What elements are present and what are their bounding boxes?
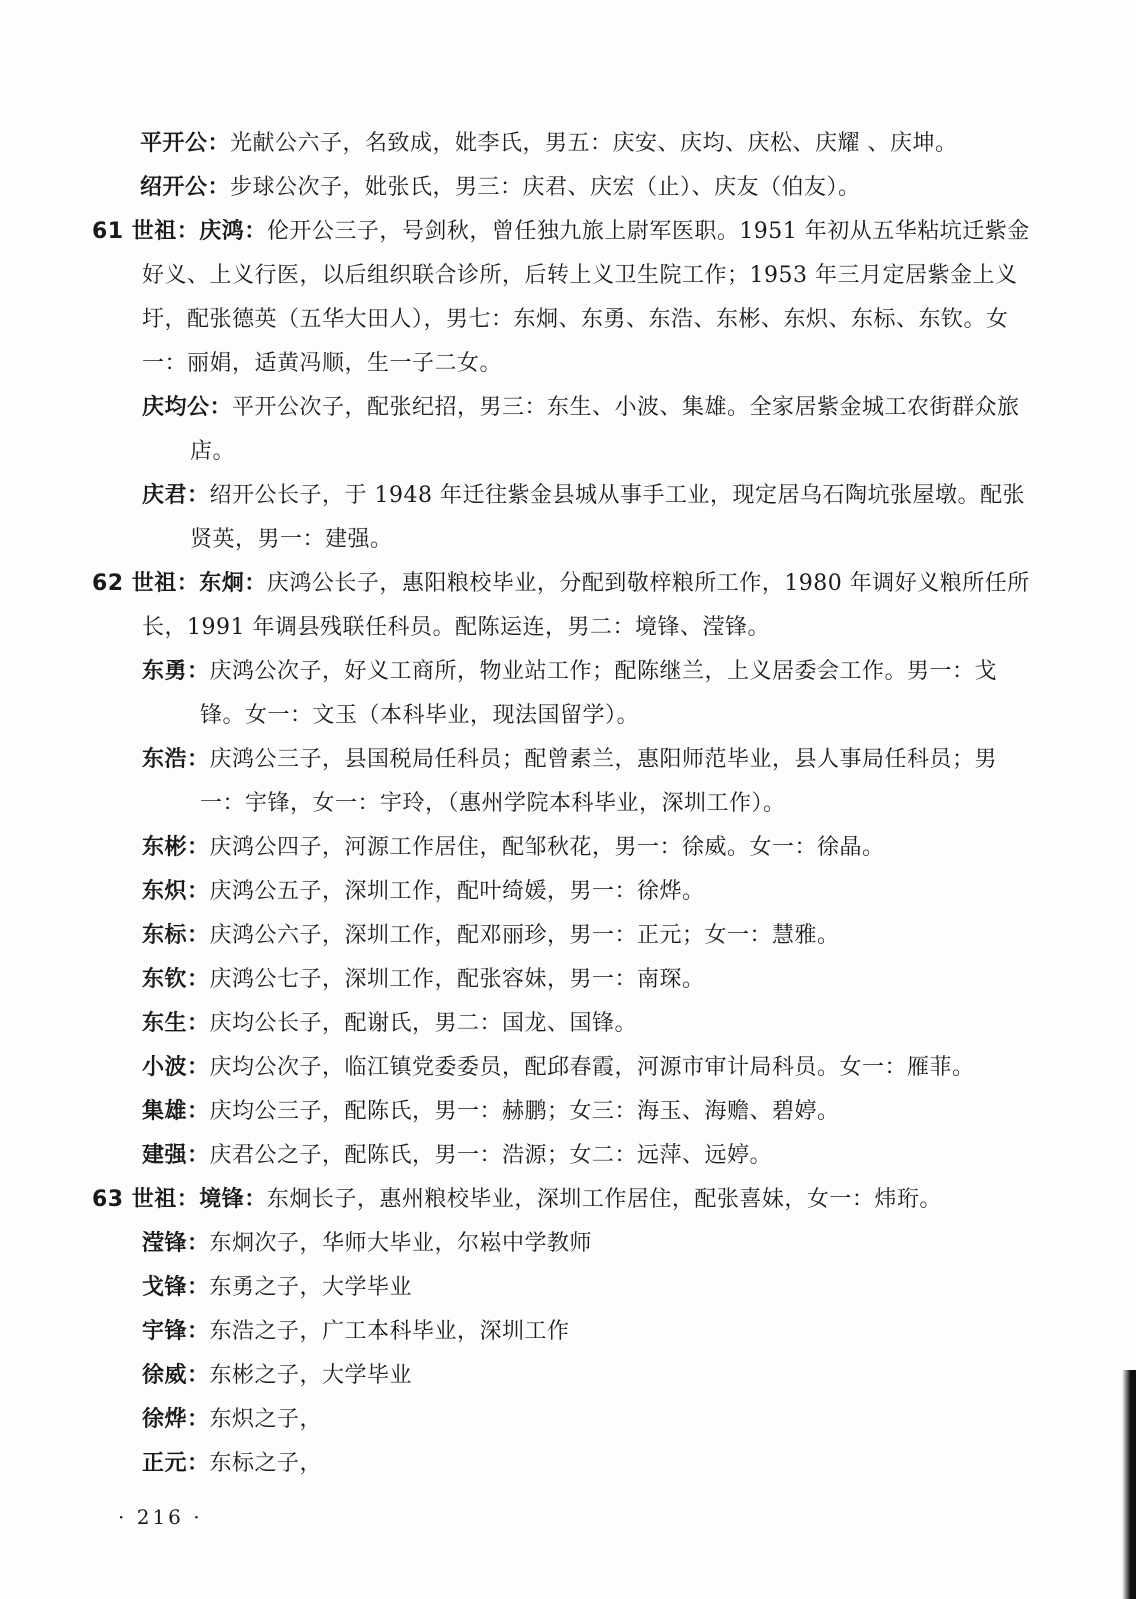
person-name: 东炯 [199, 571, 245, 596]
entry-jingfeng: 63 世祖：境锋：东炯长子，惠州粮校毕业，深圳工作居住，配张喜妹，女一：炜珩。 [92, 1187, 942, 1212]
entry-yufeng: 宇锋：东浩之子，广工本科毕业，深圳工作 [142, 1319, 570, 1344]
person-description: 步球公次子，妣张氏，男三：庆君、庆宏（止）、庆友（伯友）。 [230, 175, 861, 200]
person-description: 庆鸿公三子，县国税局任科员；配曾素兰，惠阳师范毕业，县人事局任科员；男一：宇锋，女一：宇玲，（惠州学院本科毕业，深圳工作）。 [200, 747, 998, 816]
entry-shaokaigong: 绍开公：步球公次子，妣张氏，男三：庆君、庆宏（止）、庆友（伯友）。 [140, 175, 861, 200]
person-description: 庆均公长子，配谢氏，男二：国龙、国锋。 [209, 1011, 638, 1036]
entry-dongyong: 东勇：庆鸿公次子，好义工商所，物业站工作；配陈继兰，上义居委会工作。男一：戈锋。女一：文玉（本科毕业，现法国留学）。 [142, 659, 998, 728]
entry-qingjungong: 庆均公：平开公次子，配张纪招，男三：东生、小波、集雄。全家居紫金城工农街群众旅店。 [142, 395, 1020, 464]
person-description: 伦开公三子，号剑秋，曾任独九旅上尉军医职。1951 年初从五华粘坑迁紫金好义、上义行医，以后组织联合诊所，后转上义卫生院工作；1953 年三月定居紫金上义圩，配张德英（五华大田人），男七：东炯、东勇、东浩、东彬、东炽、东标、东钦。女一：丽娟，适黄冯顺，生一子二女。 [142, 219, 1030, 376]
person-description: 东炯长子，惠州粮校毕业，深圳工作居住，配张喜妹，女一：炜珩。 [266, 1187, 942, 1212]
person-name: 境锋 [199, 1187, 245, 1212]
person-name: 东彬 [142, 835, 188, 860]
entry-qingjun: 庆君：绍开公长子，于 1948 年迁往紫金县城从事手工业，现定居乌石陶坑张屋墩。配张贤英，男一：建强。 [142, 483, 1026, 552]
person-name: 庆君 [142, 483, 188, 508]
person-name: 东生 [142, 1011, 188, 1036]
person-description: 庆鸿公五子，深圳工作，配叶绮媛，男一：徐烨。 [209, 879, 705, 904]
generation-label: 62 世祖： [92, 571, 200, 596]
person-name: 滢锋 [142, 1231, 188, 1256]
entry-jixiong: 集雄：庆均公三子，配陈氏，男一：赫鹏；女三：海玉、海赡、碧婷。 [142, 1099, 840, 1124]
entry-yingfeng: 滢锋：东炯次子，华师大毕业，尔崧中学教师 [142, 1231, 593, 1256]
person-description: 庆鸿公七子，深圳工作，配张容妹，男一：南琛。 [209, 967, 705, 992]
entry-dongsheng: 东生：庆均公长子，配谢氏，男二：国龙、国锋。 [142, 1011, 638, 1036]
entry-dongqin: 东钦：庆鸿公七子，深圳工作，配张容妹，男一：南琛。 [142, 967, 705, 992]
entry-gefeng: 戈锋：东勇之子，大学毕业 [142, 1275, 413, 1300]
person-name: 庆均公 [142, 395, 210, 420]
person-name: 平开公 [140, 131, 208, 156]
entry-dongbiao: 东标：庆鸿公六子，深圳工作，配邓丽珍，男一：正元；女一：慧雅。 [142, 923, 840, 948]
entry-xuwei: 徐威：东彬之子，大学毕业 [142, 1363, 413, 1388]
entry-xuye: 徐烨：东炽之子， [142, 1407, 323, 1432]
person-description: 庆均公次子，临江镇党委委员，配邱春霞，河源市审计局科员。女一：雁菲。 [209, 1055, 975, 1080]
person-name: 戈锋 [142, 1275, 188, 1300]
entry-donghao: 东浩：庆鸿公三子，县国税局任科员；配曾素兰，惠阳师范毕业，县人事局任科员；男一：宇锋，女一：宇玲，（惠州学院本科毕业，深圳工作）。 [142, 747, 998, 816]
entry-dongjiong: 62 世祖：东炯：庆鸿公长子，惠阳粮校毕业，分配到敬梓粮所工作，1980 年调好义粮所任所长，1991 年调县残联任科员。配陈运连，男二：境锋、滢锋。 [92, 571, 1030, 640]
person-description: 庆君公之子，配陈氏，男一：浩源；女二：远萍、远婷。 [209, 1143, 773, 1168]
person-name: 东炽 [142, 879, 188, 904]
entry-zhengyuan: 正元：东标之子， [142, 1451, 323, 1476]
person-name: 徐威 [142, 1363, 188, 1388]
person-description: 东炯次子，华师大毕业，尔崧中学教师 [209, 1231, 593, 1256]
person-name: 东钦 [142, 967, 188, 992]
person-name: 东浩 [142, 747, 188, 772]
person-description: 光献公六子，名致成，妣李氏，男五：庆安、庆均、庆松、庆耀 、庆坤。 [230, 131, 958, 156]
person-name: 小波 [142, 1055, 188, 1080]
entry-dongchi: 东炽：庆鸿公五子，深圳工作，配叶绮媛，男一：徐烨。 [142, 879, 705, 904]
person-name: 庆鸿 [199, 219, 245, 244]
person-description: 平开公次子，配张纪招，男三：东生、小波、集雄。全家居紫金城工农街群众旅店。 [190, 395, 1020, 464]
person-description: 东炽之子， [209, 1407, 323, 1432]
entry-qinghong: 61 世祖：庆鸿：伦开公三子，号剑秋，曾任独九旅上尉军医职。1951 年初从五华粘坑迁紫金好义、上义行医，以后组织联合诊所，后转上义卫生院工作；1953 年三月定居紫金上义圩，配张德英（五华大田人），男七：东炯、东勇、东浩、东彬、东炽、东标、东钦。女一：丽娟，适黄冯顺，生一子二女。 [92, 219, 1030, 376]
entry-jianqiang: 建强：庆君公之子，配陈氏，男一：浩源；女二：远萍、远婷。 [142, 1143, 773, 1168]
person-description: 东标之子， [209, 1451, 323, 1476]
person-description: 东浩之子，广工本科毕业，深圳工作 [209, 1319, 570, 1344]
person-description: 庆鸿公六子，深圳工作，配邓丽珍，男一：正元；女一：慧雅。 [209, 923, 840, 948]
entry-pingkaigong: 平开公：光献公六子，名致成，妣李氏，男五：庆安、庆均、庆松、庆耀 、庆坤。 [140, 131, 958, 156]
person-description: 绍开公长子，于 1948 年迁往紫金县城从事手工业，现定居乌石陶坑张屋墩。配张贤英，男一：建强。 [190, 483, 1026, 552]
generation-label: 63 世祖： [92, 1187, 200, 1212]
page-number: · 216 · [118, 1505, 203, 1529]
person-description: 庆鸿公四子，河源工作居住，配邹秋花，男一：徐威。女一：徐晶。 [209, 835, 885, 860]
person-name: 徐烨 [142, 1407, 188, 1432]
person-name: 集雄 [142, 1099, 188, 1124]
generation-label: 61 世祖： [92, 219, 200, 244]
person-name: 正元 [142, 1451, 188, 1476]
person-description: 庆均公三子，配陈氏，男一：赫鹏；女三：海玉、海赡、碧婷。 [209, 1099, 840, 1124]
person-name: 建强 [142, 1143, 188, 1168]
scan-edge-shadow [1122, 1370, 1136, 1599]
person-description: 东勇之子，大学毕业 [209, 1275, 413, 1300]
person-description: 庆鸿公长子，惠阳粮校毕业，分配到敬梓粮所工作，1980 年调好义粮所任所长，1991 年调县残联任科员。配陈运连，男二：境锋、滢锋。 [142, 571, 1030, 640]
person-name: 绍开公 [140, 175, 208, 200]
person-name: 东勇 [142, 659, 188, 684]
entry-dongbin: 东彬：庆鸿公四子，河源工作居住，配邹秋花，男一：徐威。女一：徐晶。 [142, 835, 885, 860]
entry-xiaobo: 小波：庆均公次子，临江镇党委委员，配邱春霞，河源市审计局科员。女一：雁菲。 [142, 1055, 975, 1080]
person-description: 东彬之子，大学毕业 [209, 1363, 413, 1388]
person-description: 庆鸿公次子，好义工商所，物业站工作；配陈继兰，上义居委会工作。男一：戈锋。女一：文玉（本科毕业，现法国留学）。 [200, 659, 998, 728]
person-name: 东标 [142, 923, 188, 948]
person-name: 宇锋 [142, 1319, 188, 1344]
